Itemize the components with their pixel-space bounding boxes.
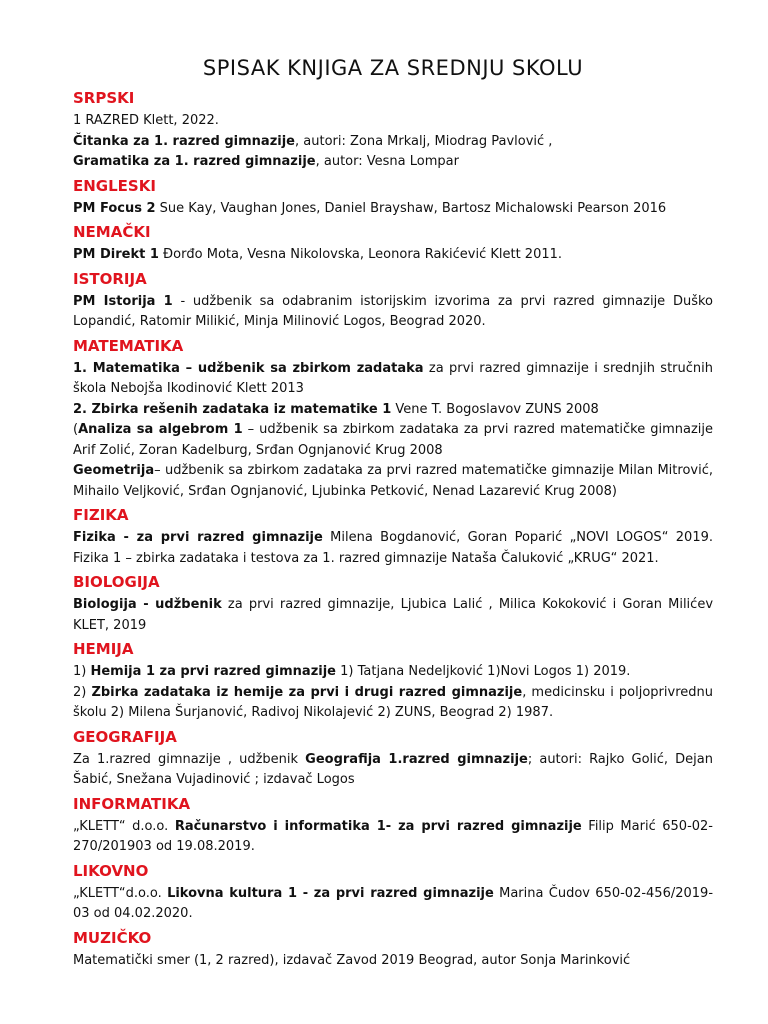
book-entry bbox=[73, 662, 713, 683]
book-entry bbox=[73, 245, 713, 266]
book-title: Likovna kultura 1 - za prvi razred gimnazije bbox=[167, 885, 494, 901]
book-title: Računarstvo i informatika 1- za prvi razred gimnazije bbox=[174, 818, 582, 834]
entry-text: „KLETT“d.o.o. bbox=[73, 885, 168, 901]
entry-text: „KLETT“ d.o.o. bbox=[73, 818, 175, 834]
section-engleski bbox=[73, 176, 713, 220]
section-fizika bbox=[73, 505, 713, 569]
section-heading: BIOLOGIJA bbox=[73, 573, 160, 591]
entry-text: za prvi razred gimnazije, Ljubica Lalić , Milica Kokoković i Goran Milićev KLET, 2019 bbox=[73, 597, 714, 633]
entry-text: Sue Kay, Vaughan Jones, Daniel Brayshaw, Bartosz Michalowski Pearson 2016 bbox=[155, 200, 667, 216]
book-title: Fizika - za prvi razred gimnazije bbox=[73, 530, 323, 545]
entry-text: Vene T. Bogoslavov ZUNS 2008 bbox=[391, 401, 599, 417]
book-entry bbox=[73, 683, 713, 724]
entry-text: – udžbenik sa zbirkom zadataka za prvi razred matematičke gimnazije Arif Zolić, Zoran Kadelburg, Srđan Ognjanović Krug 2008 bbox=[73, 422, 713, 458]
book-entry bbox=[73, 359, 713, 400]
entry-text: za prvi razred gimnazije i srednjih stručnih škola Nebojša Ikodinović Klett 2013 bbox=[73, 360, 713, 396]
entry-text: - udžbenik sa odabranim istorijskim izvorima za prvi razred gimnazije Duško Lopandić, Ratomir Milikić, Minja Milinović Logos, Beograd 2020. bbox=[73, 293, 713, 329]
book-title: 1. Matematika – udžbenik sa zbirkom zadataka bbox=[73, 360, 424, 376]
book-entry bbox=[73, 152, 713, 173]
book-title: Biologija - udžbenik bbox=[73, 597, 222, 612]
section-heading: GEOGRAFIJA bbox=[73, 727, 177, 746]
page-title: SPISAK KNJIGA ZA SREDNJU SKOLU bbox=[202, 56, 584, 80]
book-entry bbox=[73, 111, 713, 132]
section-heading: NEMAČKI bbox=[73, 223, 151, 241]
book-title: Geografija 1.razred gimnazije bbox=[305, 751, 528, 767]
section-muzičko bbox=[73, 928, 713, 972]
entry-text: 1) Tatjana Nedeljković 1)Novi Logos 1) 2019. bbox=[336, 664, 631, 679]
section-heading: MUZIČKO bbox=[73, 928, 152, 947]
book-entry bbox=[73, 461, 713, 502]
book-entry bbox=[73, 420, 713, 461]
book-title: Geometrija bbox=[73, 463, 155, 478]
entry-text: , autori: Zona Mrkalj, Miodrag Pavlović , bbox=[295, 133, 553, 149]
book-title: Gramatika za 1. razred gimnazije bbox=[73, 154, 316, 169]
section-istorija bbox=[73, 269, 713, 333]
entry-text: 1 RAZRED Klett, 2022. bbox=[73, 113, 219, 128]
entry-text: – udžbenik sa zbirkom zadataka za prvi razred matematičke gimnazije Milan Mitrović, Mihailo Veljković, Srđan Ognjanović, Ljubinka Petković, Nenad Lazarević Krug 2008) bbox=[73, 463, 713, 499]
section-nemački bbox=[73, 222, 713, 266]
section-informatika bbox=[73, 794, 713, 858]
book-entry bbox=[73, 951, 713, 972]
entry-text: Đorđo Mota, Vesna Nikolovska, Leonora Rakićević Klett 2011. bbox=[158, 247, 563, 262]
book-entry bbox=[73, 400, 713, 421]
section-heading: LIKOVNO bbox=[73, 861, 149, 880]
section-heading: MATEMATIKA bbox=[73, 336, 184, 355]
section-biologija bbox=[73, 572, 713, 636]
entry-text: ; autori: Rajko Golić, Dejan Šabić, Snežana Vujadinović ; izdavač Logos bbox=[73, 751, 713, 787]
book-entry bbox=[73, 528, 713, 569]
book-entry bbox=[73, 884, 713, 925]
entry-text: Marina Čudov 650-02-456/2019-03 od 04.02.2020. bbox=[73, 885, 714, 921]
book-title: PM Focus 2 bbox=[73, 200, 156, 216]
section-heading: FIZIKA bbox=[73, 506, 129, 524]
entry-text: ( bbox=[73, 422, 79, 437]
book-title: Analiza sa algebrom 1 bbox=[78, 422, 243, 437]
book-entry bbox=[73, 750, 713, 791]
section-srpski bbox=[73, 88, 713, 173]
entry-text: 2) bbox=[73, 684, 92, 700]
entry-text: Milena Bogdanović, Goran Poparić „NOVI LOGOS“ 2019. Fizika 1 – zbirka zadataka i testova za 1. razred gimnazije Nataša Čaluković „KRUG“ 2021. bbox=[73, 530, 713, 566]
book-title: PM Direkt 1 bbox=[73, 247, 159, 262]
section-likovno bbox=[73, 861, 713, 925]
book-entry bbox=[73, 292, 713, 333]
section-hemija bbox=[73, 639, 713, 724]
book-title: 2. Zbirka rešenih zadataka iz matematike 1 bbox=[73, 401, 392, 417]
entry-text: Matematički smer (1, 2 razred), izdavač Zavod 2019 Beograd, autor Sonja Marinković bbox=[73, 952, 631, 968]
section-heading: HEMIJA bbox=[73, 640, 134, 658]
book-entry bbox=[73, 595, 713, 636]
section-heading: SRPSKI bbox=[73, 89, 135, 107]
book-entry bbox=[73, 132, 713, 153]
book-list bbox=[73, 88, 713, 971]
entry-text: 1) bbox=[73, 664, 91, 679]
book-title: Čitanka za 1. razred gimnazije bbox=[73, 133, 295, 149]
book-title: PM Istorija 1 bbox=[73, 293, 173, 309]
entry-text: , medicinsku i poljoprivrednu školu 2) Milena Šurjanović, Radivoj Nikolajević 2) ZUNS, Beograd 2) 1987. bbox=[73, 684, 713, 720]
section-matematika bbox=[73, 336, 713, 503]
entry-text: Filip Marić 650-02-270/201903 od 19.08.2019. bbox=[73, 818, 713, 854]
book-title: Zbirka zadataka iz hemije za prvi i drugi razred gimnazije bbox=[91, 684, 523, 700]
book-entry bbox=[73, 817, 713, 858]
section-geografija bbox=[73, 727, 713, 791]
entry-text: Za 1.razred gimnazije , udžbenik bbox=[73, 751, 306, 767]
entry-text: , autor: Vesna Lompar bbox=[315, 154, 459, 169]
section-heading: ENGLESKI bbox=[73, 176, 156, 195]
section-heading: ISTORIJA bbox=[73, 269, 147, 288]
book-title: Hemija 1 za prvi razred gimnazije bbox=[90, 664, 336, 679]
section-heading: INFORMATIKA bbox=[73, 794, 191, 813]
book-entry bbox=[73, 199, 713, 220]
